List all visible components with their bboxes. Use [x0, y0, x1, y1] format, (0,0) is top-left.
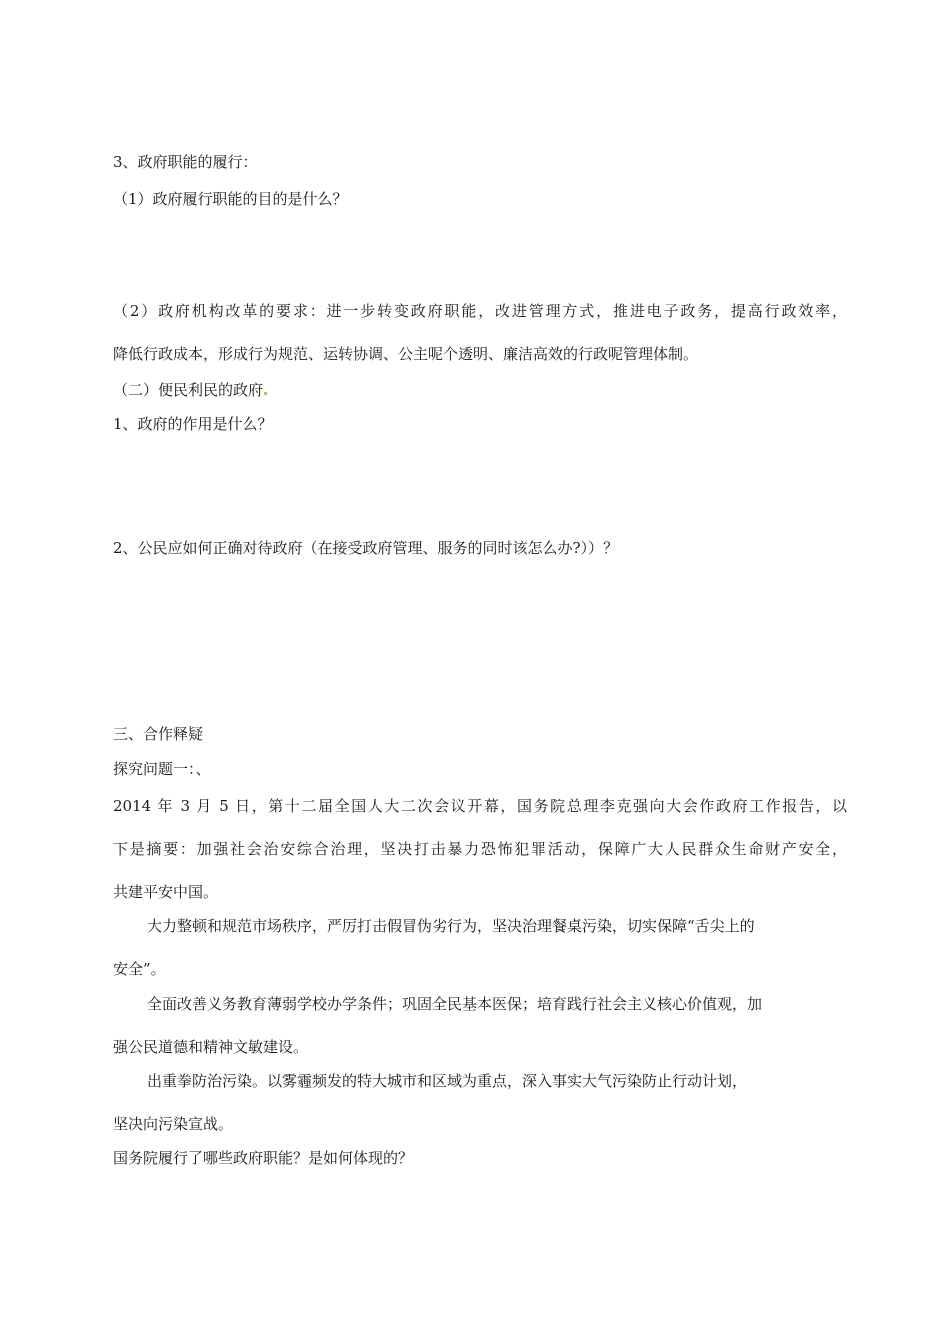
report-paragraph-line-3: 共建平安中国。 — [113, 883, 219, 901]
question-government-role: 1、政府的作用是什么？ — [113, 415, 273, 433]
exploration-question-1: 探究问题一：、 — [113, 760, 211, 778]
education-paragraph-line-2: 强公民道德和精神文敏建设。 — [113, 1038, 309, 1056]
section-heading-3: 3、政府职能的履行： — [113, 153, 258, 171]
question-1: （1）政府履行职能的目的是什么？ — [113, 190, 348, 208]
subsection-heading-2-text: （二）便民利民的政府 — [113, 381, 264, 399]
paragraph-reform-line-2: 降低行政成本，形成行为规范、运转协调、公主呢个透明、廉洁高效的行政呢管理体制。 — [113, 345, 699, 363]
report-paragraph-line-1: 2014 年 3 月 5 日，第十二届全国人大二次会议开幕，国务院总理李克强向大会作政府工作报告，以 — [113, 797, 847, 815]
pollution-paragraph-line-2: 坚决向污染宣战。 — [113, 1115, 234, 1133]
question-citizen-attitude: 2、公民应如何正确对待政府（在接受政府管理、服务的同时该怎么办?））？ — [113, 539, 619, 557]
market-paragraph-line-2: 安全”。 — [113, 960, 166, 978]
section-heading-cooperation: 三、合作释疑 — [113, 725, 204, 743]
closing-question: 国务院履行了哪些政府职能？是如何体现的？ — [113, 1149, 414, 1167]
education-paragraph-line-1: 全面改善义务教育薄弱学校办学条件；巩固全民基本医保；培育践行社会主义核心价值观，加 — [147, 995, 763, 1013]
market-paragraph-line-1: 大力整顿和规范市场秩序，严厉打击假冒伪劣行为，坚决治理餐桌污染，切实保障“舌尖上的 — [147, 917, 755, 935]
report-paragraph-line-2: 下是摘要：加强社会治安综合治理，坚决打击暴力恐怖犯罪活动，保障广大人民群众生命财产安全， — [113, 840, 847, 858]
edit-mark-icon — [264, 392, 267, 395]
subsection-heading-2 — [113, 380, 267, 400]
paragraph-reform-line-1: （2）政府机构改革的要求：进一步转变政府职能，改进管理方式，推进电子政务，提高行政效率， — [113, 302, 847, 320]
pollution-paragraph-line-1: 出重拳防治污染。以雾霾频发的特大城市和区域为重点，深入事实大气污染防止行动计划， — [147, 1072, 748, 1090]
